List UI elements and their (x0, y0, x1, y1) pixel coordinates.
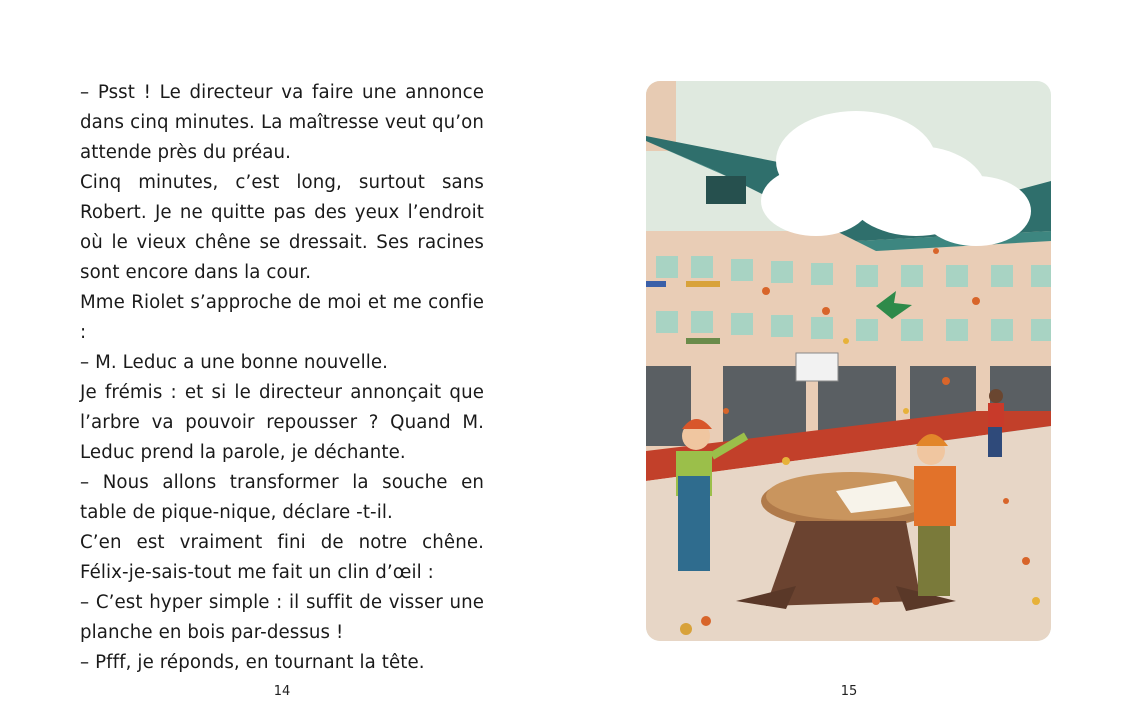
page-number-right: 15 (840, 684, 858, 699)
paragraph: Je frémis : et si le directeur annonçait que l’arbre va pouvoir repousser ? Quand M. Leduc prend la parole, je déchante. (80, 382, 484, 463)
paragraph: C’en est vraiment fini de notre chêne. Félix-je-sais-tout me fait un clin d’œil : (80, 532, 484, 583)
story-text (80, 78, 484, 678)
paragraph: – Nous allons transformer la souche en table de pique-nique, déclare -t-il. (80, 472, 484, 523)
left-page (0, 0, 565, 723)
paragraph: Cinq minutes, c’est long, surtout sans Robert. Je ne quitte pas des yeux l’endroit où le vieux chêne se dressait. Ses racines sont encore dans la cour. (80, 172, 484, 283)
paragraph: – Pfff, je réponds, en tournant la tête. (80, 652, 425, 673)
schoolyard-illustration (646, 81, 1051, 641)
paragraph: – Psst ! Le directeur va faire une annonce dans cinq minutes. La maîtresse veut qu’on attende près du préau. (80, 82, 484, 163)
paragraph: – M. Leduc a une bonne nouvelle. (80, 352, 389, 373)
paragraph: Mme Riolet s’approche de moi et me confie : (80, 292, 484, 343)
right-page (565, 0, 1131, 723)
paragraph: – C’est hyper simple : il suffit de visser une planche en bois par-dessus ! (80, 592, 484, 643)
page-number-left: 14 (273, 684, 291, 699)
